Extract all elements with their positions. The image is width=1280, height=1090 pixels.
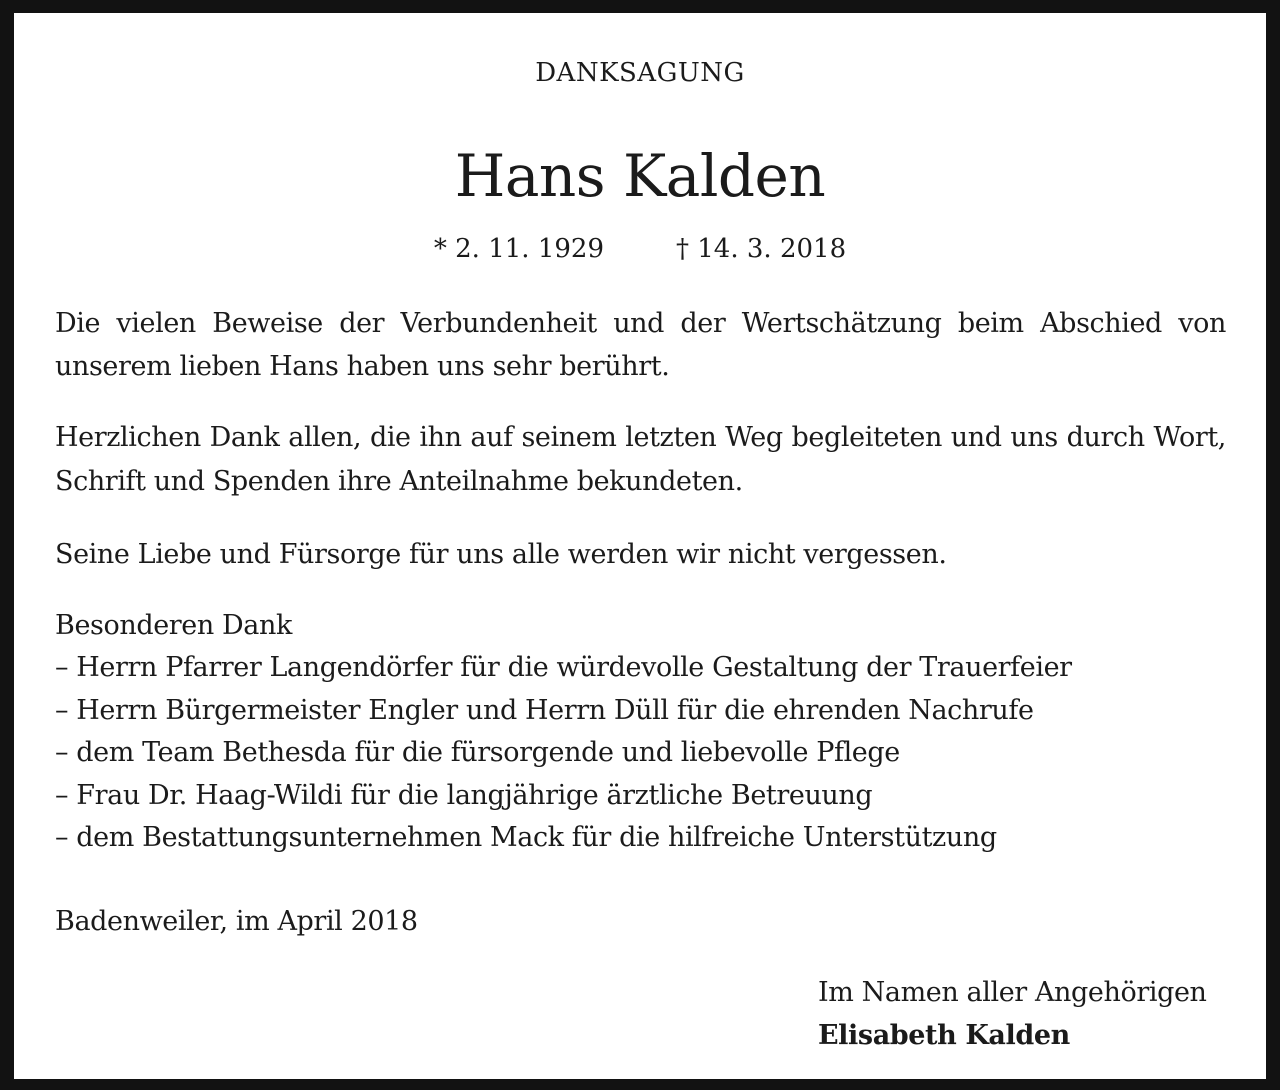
- paragraph-two-line-one: Herzlichen Dank allen, die ihn auf seinem letzten Weg begleiteten und uns durch Wort,: [55, 422, 1226, 453]
- thanks-item: – Herrn Pfarrer Langendörfer für die würdevolle Gestaltung der Trauerfeier: [55, 652, 1072, 683]
- deceased-name: Hans Kalden: [454, 142, 826, 210]
- paragraph-one-line-one: Die vielen Beweise der Verbundenheit und der Wertschätzung beim Abschied von: [55, 308, 1226, 339]
- thanks-item: – dem Bestattungsunternehmen Mack für die hilfreiche Unterstützung: [55, 822, 997, 853]
- place-and-date: Badenweiler, im April 2018: [55, 906, 418, 937]
- life-dates: [14, 233, 1266, 265]
- birth-date: * 2. 11. 1929: [433, 234, 604, 264]
- special-thanks-list: [55, 647, 1072, 860]
- paragraph-three: Seine Liebe und Fürsorge für uns alle werden wir nicht vergessen.: [55, 539, 947, 570]
- thanks-item: – dem Team Bethesda für die fürsorgende und liebevolle Pflege: [55, 737, 900, 768]
- death-date: † 14. 3. 2018: [676, 234, 847, 264]
- notice-heading: DANKSAGUNG: [535, 58, 745, 88]
- thanks-item: – Frau Dr. Haag-Wildi für die langjährige ärztliche Betreuung: [55, 779, 873, 811]
- signature-name: Elisabeth Kalden: [818, 1020, 1070, 1051]
- paragraph-two-line-two: Schrift und Spenden ihre Anteilnahme bekundeten.: [55, 466, 743, 497]
- closing-line: Im Namen aller Angehörigen: [818, 977, 1207, 1008]
- special-thanks-heading: Besonderen Dank: [55, 610, 292, 641]
- closing-block: [818, 971, 1207, 1057]
- paragraph-one-line-two: unserem lieben Hans haben uns sehr berührt.: [55, 351, 670, 382]
- thanks-item: – Herrn Bürgermeister Engler und Herrn Düll für die ehrenden Nachrufe: [55, 694, 1034, 726]
